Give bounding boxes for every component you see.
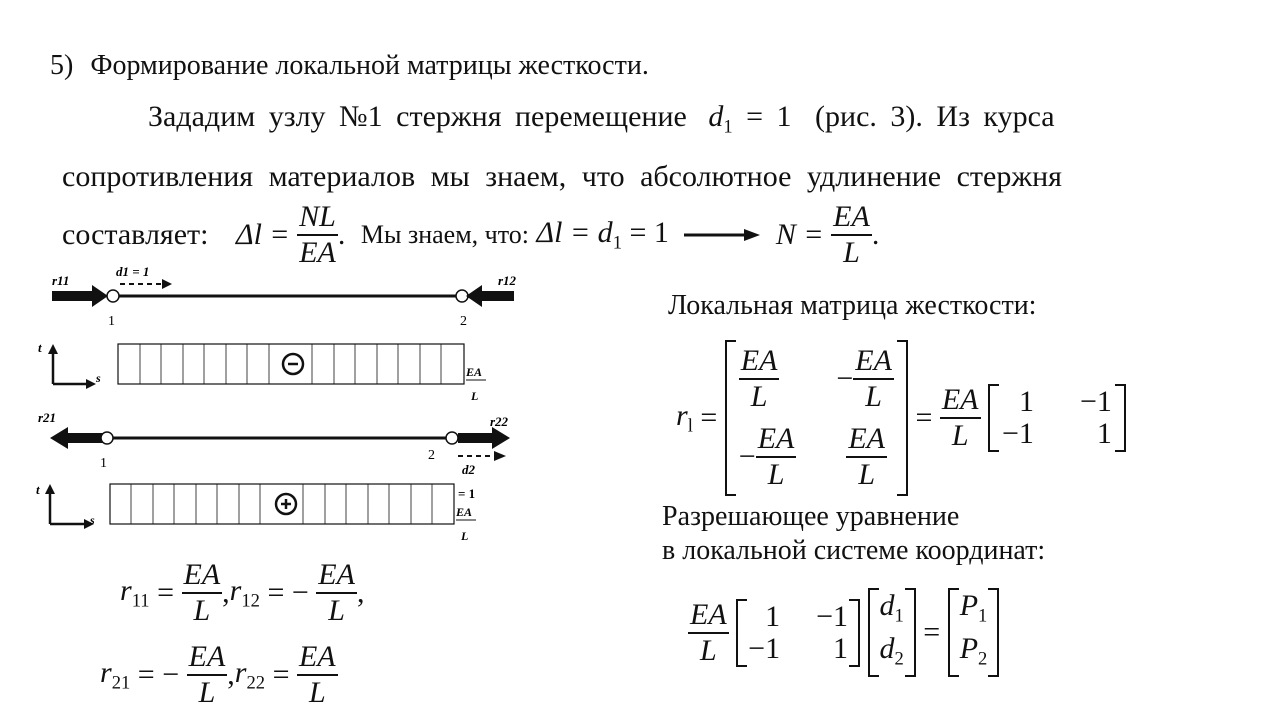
node-2-label-top: 2: [460, 314, 467, 329]
d2-value: = 1: [458, 486, 476, 501]
displacement-vector: $d_1$ $d_2$: [868, 588, 916, 677]
r11-arrow: [52, 285, 108, 307]
formula-r21-r22: $r_{21}$ = − $\frac{EA}{L}$ $,r_{22}$ = $\frac{EA}{L}$: [100, 640, 336, 709]
section-title: Формирование локальной матрицы жесткости.: [90, 50, 649, 81]
text-segment: (рис. 3). Из курса: [815, 100, 1055, 133]
node-2-bottom: [446, 432, 458, 444]
resolving-matrix: 1 −1 −1 1: [736, 599, 860, 667]
section-number: 5): [50, 50, 74, 81]
local-matrix-title: Локальная матрица жесткости:: [668, 290, 1037, 321]
fraction-ea-l: $\frac{EA}{L}$: [833, 200, 870, 269]
resolving-equation: $\frac{EA}{L}$ 1 −1 −1 1 $d_1$ $d_2$ = $P_1$ $P_2$: [688, 588, 999, 677]
node-1-bottom: [101, 432, 113, 444]
r12-arrow: [466, 285, 514, 307]
epure-1-ea: EA: [466, 365, 483, 379]
epure-1-l: L: [471, 389, 479, 403]
stiffness-matrix-full: $\frac{EA}{L}$ − $\frac{EA}{L}$ − $\frac{EA}{L}$ $\frac{EA}{L}$: [725, 340, 908, 496]
delta-l: Δl =: [235, 218, 290, 251]
rod-diagram: [38, 262, 528, 552]
node-2-label-bottom: 2: [428, 448, 435, 463]
r22-label: r22: [490, 414, 509, 429]
delta-eq: $\Delta l = d_1 = 1$: [536, 215, 669, 254]
d1-variable: $d_1$: [708, 100, 733, 138]
r12-label: r12: [498, 273, 517, 288]
paragraph-line-3: составляет: Δl = $\frac{NL}{EA}$ . Мы знаем, что: $\Delta l = d_1 = 1$ N = $\frac{EA}{L}$ .: [62, 200, 880, 269]
d1-label: d1 = 1: [116, 264, 150, 279]
formula-r11-r12: $r_{11}$ = $\frac{EA}{L}$ $,r_{12}$ = − $\frac{EA}{L}$ ,: [120, 558, 365, 627]
paragraph-line-2: сопротивления материалов мы знаем, что абсолютное удлинение стержня: [62, 160, 1062, 193]
fraction-nl-ea: $\frac{NL}{EA}$: [299, 200, 336, 269]
n-equals: N =: [775, 218, 824, 251]
stiffness-matrix-unit: 1 −1 −1 1: [988, 384, 1126, 452]
r21-arrow: [50, 427, 106, 449]
local-matrix-formula: $r_l$ = $\frac{EA}{L}$ − $\frac{EA}{L}$ − $\frac{EA}{L}$ $\frac{EA}{L}$ = $\frac{EA}{L}$ 1 −1 −1 1: [676, 340, 1126, 496]
resolving-equation-caption: [662, 500, 1045, 568]
text-segment: составляет:: [62, 218, 209, 251]
d2-arrowhead: [494, 451, 506, 461]
resolving-line-1: Разрешающее уравнение: [662, 501, 960, 532]
d1-arrowhead: [162, 279, 172, 289]
axis-s-label-2: s: [90, 513, 95, 527]
paragraph-line-1: [148, 100, 1055, 139]
r22-arrow: [458, 427, 510, 449]
text-segment: Мы знаем, что:: [360, 220, 529, 249]
implies-arrow: [684, 228, 760, 242]
epure-2-l: L: [461, 529, 469, 543]
node-1-label-bottom: 1: [100, 456, 107, 471]
r21-label: r21: [38, 410, 57, 425]
axis-t-label-1: t: [38, 340, 42, 355]
axis-t-label-2: t: [36, 482, 40, 497]
axis-s-label-1: s: [96, 371, 101, 385]
text-segment: Зададим узлу №1 стержня перемещение: [148, 100, 687, 133]
resolving-line-2: в локальной системе координат:: [662, 535, 1046, 566]
d2-label: d2: [462, 462, 475, 477]
load-vector: $P_1$ $P_2$: [948, 588, 1000, 677]
node-1-top: [107, 290, 119, 302]
node-1-label-top: 1: [108, 314, 115, 329]
r11-label: r11: [52, 273, 70, 288]
section-heading: [50, 50, 649, 82]
d1-value: = 1: [746, 100, 792, 133]
epure-2-ea: EA: [456, 505, 473, 519]
